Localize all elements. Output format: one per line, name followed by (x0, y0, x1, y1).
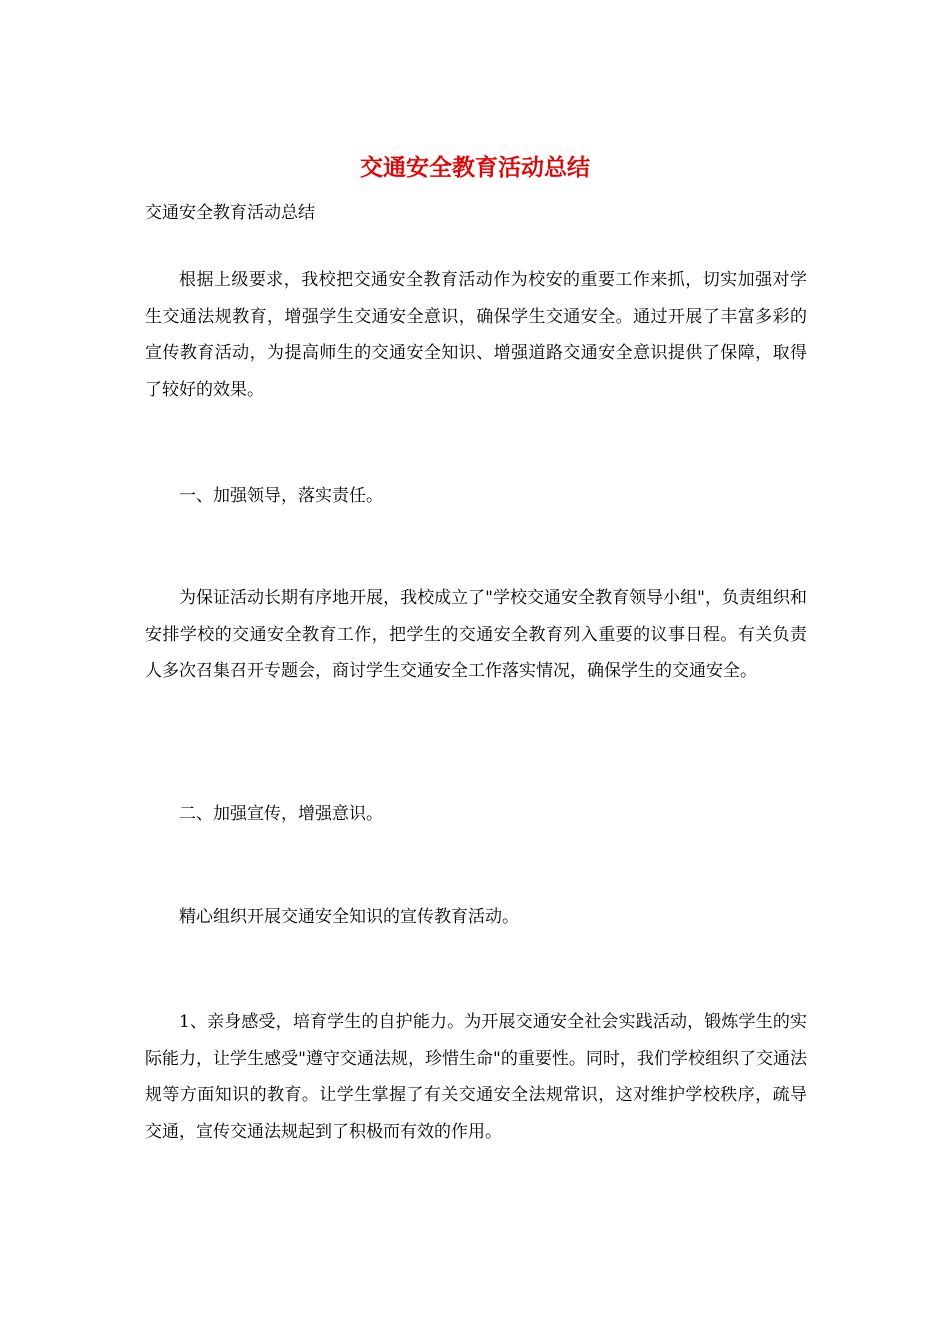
paragraph-item-1: 1、亲身感受，培育学生的自护能力。为开展交通安全社会实践活动，锻炼学生的实际能力，让学生感受"遵守交通法规，珍惜生命"的重要性。同时，我们学校组织了交通法规等方面知识的教育。让学生掌握了有关交通安全法规常识，这对维护学校秩序，疏导交通，宣传交通法规起到了积极而有效的作用。 (145, 1012, 807, 1143)
paragraph-section-2: 精心组织开展交通安全知识的宣传教育活动。 (179, 907, 519, 927)
document-subtitle: 交通安全教育活动总结 (145, 203, 315, 223)
section-heading-1: 一、加强领导，落实责任。 (179, 486, 383, 506)
paragraph-intro: 根据上级要求，我校把交通安全教育活动作为校安的重要工作来抓，切实加强对学生交通法规教育，增强学生交通安全意识，确保学生交通安全。通过开展了丰富多彩的宣传教育活动，为提高师生的交通安全知识、增强道路交通安全意识提供了保障，取得了较好的效果。 (145, 270, 807, 401)
document-title: 交通安全教育活动总结 (360, 154, 590, 181)
section-heading-2: 二、加强宣传，增强意识。 (179, 804, 383, 824)
paragraph-section-1: 为保证活动长期有序地开展，我校成立了"学校交通安全教育领导小组"，负责组织和安排学校的交通安全教育工作，把学生的交通安全教育列入重要的议事日程。有关负责人多次召集召开专题会，商讨学生交通安全工作落实情况，确保学生的交通安全。 (145, 588, 807, 682)
